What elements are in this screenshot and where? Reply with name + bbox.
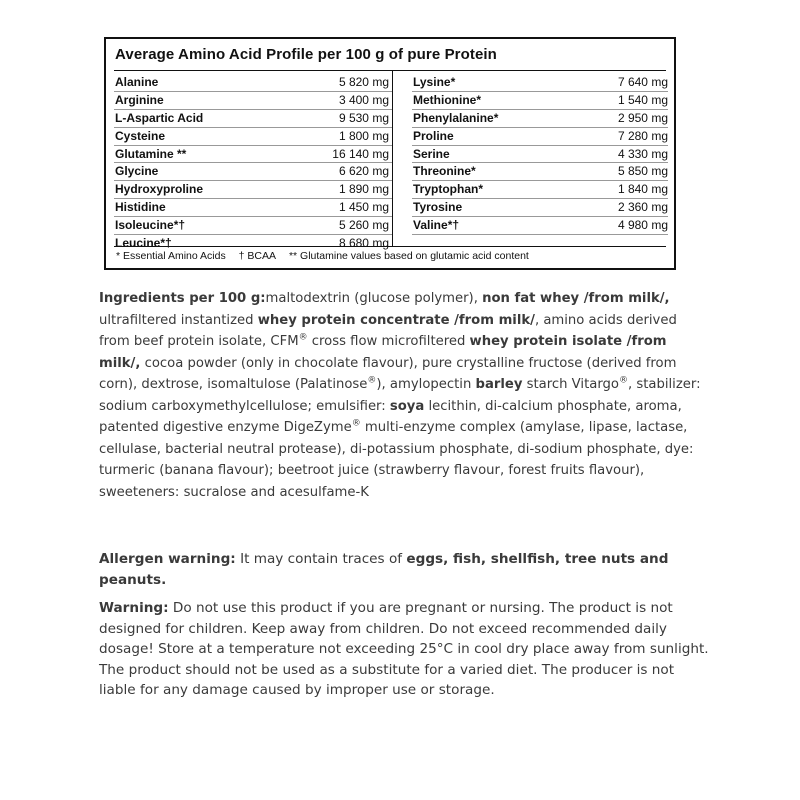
amino-name: Hydroxyproline <box>115 182 204 197</box>
amino-row <box>114 199 392 217</box>
amino-value: 3 400 mg <box>338 92 389 107</box>
amino-value: 7 280 mg <box>617 128 668 143</box>
amino-name: Histidine <box>115 200 166 215</box>
amino-table-title: Average Amino Acid Profile per 100 g of pure Protein <box>115 46 497 63</box>
ingredients-segment: ultrafiltered instantized <box>99 312 258 328</box>
amino-value: 16 140 mg <box>332 146 389 161</box>
amino-column-right <box>412 74 668 235</box>
amino-value: 5 850 mg <box>617 164 668 179</box>
ingredients-segment: multi-enzyme complex (amylase, lipase, lactase, cellulase, bacterial neutral protease), di-potassium phosphate, di-sodium phosphate, dye: turmeric (banana flavour); beetroot juice (strawberry flavour, forest fruits flavour), sweeteners: sucralose and acesulfame-K <box>99 420 694 500</box>
amino-value: 9 530 mg <box>338 110 389 125</box>
amino-row <box>412 92 668 110</box>
amino-value: 1 840 mg <box>617 182 668 197</box>
amino-name: Serine <box>413 146 450 161</box>
amino-row <box>412 110 668 128</box>
ingredients-segment: lecithin, di-calcium phosphate, aroma, patented digestive enzyme DigeZyme <box>99 398 682 435</box>
amino-row <box>412 74 668 92</box>
ingredients-segment: , amino acids derived from beef protein isolate, CFM <box>99 312 677 349</box>
amino-value: 1 890 mg <box>338 182 389 197</box>
amino-name: Tyrosine <box>413 200 463 215</box>
allergen-list: eggs, fish, shellfish, tree nuts and peanuts. <box>99 551 669 588</box>
column-divider <box>392 70 393 246</box>
amino-value: 4 980 mg <box>617 218 668 233</box>
amino-name: Arginine <box>115 92 164 107</box>
amino-name: Glutamine ** <box>115 146 187 161</box>
ingredients-segment: , stabilizer: sodium carboxymethylcellulose; emulsifier: <box>99 377 701 414</box>
amino-name: Alanine <box>115 75 159 89</box>
ingredients-heading: Ingredients per 100 g: <box>99 291 266 306</box>
amino-row <box>114 110 392 128</box>
amino-value: 1 800 mg <box>338 128 389 143</box>
registered-mark: ® <box>298 332 308 343</box>
footnote-glutamine: ** Glutamine values based on glutamic acid content <box>288 250 529 262</box>
amino-value: 5 260 mg <box>338 218 389 233</box>
amino-name: Tryptophan* <box>413 182 484 197</box>
warning-heading: Warning: <box>99 600 169 616</box>
amino-row <box>114 92 392 110</box>
ingredients-segment: cocoa powder (only in chocolate flavour), pure crystalline fructose (derived from corn), dextrose, isomaltulose (Palatinose <box>99 355 677 392</box>
amino-name: Phenylalanine* <box>413 110 499 125</box>
registered-mark: ® <box>367 375 377 386</box>
amino-name: Cysteine <box>115 128 166 143</box>
ingredients-segment: non fat whey /from milk/, <box>482 291 670 306</box>
allergen-heading: Allergen warning: <box>99 551 236 567</box>
amino-name: Proline <box>413 128 454 143</box>
amino-name: L-Aspartic Acid <box>115 110 204 125</box>
amino-row <box>114 217 392 235</box>
amino-value: 7 640 mg <box>617 75 668 89</box>
amino-acid-table <box>104 37 676 270</box>
amino-row <box>412 217 668 235</box>
ingredients-segment: starch Vitargo <box>522 377 619 392</box>
amino-row <box>114 128 392 146</box>
ingredients-segment: whey protein isolate /from milk/, <box>99 334 667 371</box>
amino-name: Lysine* <box>413 75 456 89</box>
footnote-bcaa: † BCAA <box>238 250 277 262</box>
amino-row <box>114 146 392 164</box>
amino-value: 1 540 mg <box>617 92 668 107</box>
registered-mark: ® <box>351 418 361 429</box>
amino-row <box>114 74 392 92</box>
amino-row <box>114 163 392 181</box>
amino-row <box>412 128 668 146</box>
footnote-essential: * Essential Amino Acids <box>116 250 226 262</box>
amino-name: Isoleucine*† <box>115 218 186 233</box>
amino-value: 2 950 mg <box>617 110 668 125</box>
amino-value: 1 450 mg <box>338 200 389 215</box>
amino-row <box>412 199 668 217</box>
amino-row <box>412 181 668 199</box>
warning-paragraph <box>99 598 709 701</box>
ingredients-segment: soya <box>389 398 425 414</box>
amino-value: 6 620 mg <box>338 164 389 179</box>
amino-value: 5 820 mg <box>338 75 389 89</box>
allergen-text: It may contain traces of <box>235 551 407 567</box>
amino-row <box>412 146 668 164</box>
amino-name: Threonine* <box>413 164 476 179</box>
ingredients-text <box>99 291 701 500</box>
amino-value: 4 330 mg <box>617 146 668 161</box>
ingredients-segment: maltodextrin (glucose polymer), <box>265 291 483 306</box>
table-footnotes <box>116 250 539 262</box>
amino-row <box>412 163 668 181</box>
ingredients-segment: cross flow microfiltered <box>307 334 470 349</box>
ingredients-segment: barley <box>475 377 523 392</box>
amino-value: 2 360 mg <box>617 200 668 215</box>
amino-name: Valine*† <box>413 218 460 233</box>
amino-name: Leucine*† <box>115 236 172 251</box>
table-top-rule <box>114 70 666 71</box>
ingredients-segment: ), amylopectin <box>376 377 476 392</box>
registered-mark: ® <box>618 375 628 386</box>
table-bottom-rule <box>114 246 666 247</box>
amino-name: Glycine <box>115 164 159 179</box>
amino-name: Methionine* <box>413 92 481 107</box>
ingredients-paragraph <box>99 288 709 503</box>
amino-row <box>114 181 392 199</box>
amino-value: 8 680 mg <box>338 236 389 251</box>
ingredients-segment: whey protein concentrate /from milk/ <box>257 312 535 328</box>
amino-column-left <box>114 74 392 252</box>
allergen-paragraph <box>99 549 709 590</box>
warning-text: Do not use this product if you are pregnant or nursing. The product is not designed for children. Keep away from children. Do not exceed recommended daily dosage! Store at a temperature not exceeding 25°C in cool dry place away from sunlight. The product should not be used as a substitute for a varied diet. The producer is not liable for any damage caused by improper use or storage. <box>99 600 709 698</box>
